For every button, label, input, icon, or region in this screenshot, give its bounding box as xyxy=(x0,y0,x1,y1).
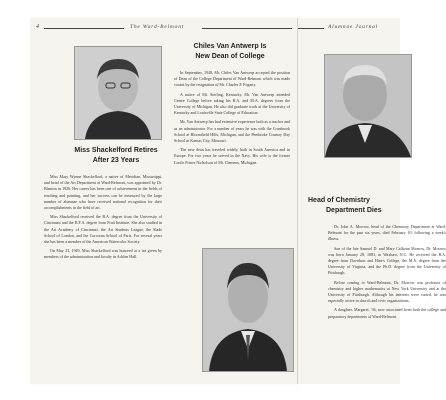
shackelford-paragraph: Miss Shackelford received the B.A. degree from the University of Cincinnati and the B.F.A. degree from Pratt Institute. She also studied in the Art Academy of Cincinnati, the Art Students League, the Slade School of London, and the Corcoran School of Paris. For several years she has been a member of the American Watercolor Society. xyxy=(44,214,162,245)
van-antwerp-paragraph: The new dean has traveled widely, both in South America and in Europe. For two years he served in the Navy. His wife is the former Lucile Prince Nicholson of Mt. Clemens, Michigan. xyxy=(174,147,290,165)
running-head-left: The Ward-Belmont xyxy=(130,24,185,30)
left-page xyxy=(30,18,298,384)
morrow-paragraph: A daughter, Margaret, '36, now associated from both the college and preparatory departments of Ward-Belmont. xyxy=(328,307,446,319)
portrait-man-icon xyxy=(325,55,411,157)
morrow-headline-line1: Head of Chemistry xyxy=(308,197,370,204)
shackelford-photo xyxy=(74,46,162,140)
shackelford-headline xyxy=(46,146,186,166)
header-rule-right-page xyxy=(298,28,324,29)
morrow-paragraph: Dr. John A. Morrow, head of the Chemistry Department at Ward-Belmont for the past six years, died February 10, following a week's illness. xyxy=(328,224,446,242)
morrow-headline-line2: Department Dies xyxy=(326,207,382,214)
header-rule-right xyxy=(202,28,292,29)
van-antwerp-article xyxy=(174,70,290,169)
van-antwerp-headline-line1: Chiles Van Antwerp Is xyxy=(193,43,267,50)
van-antwerp-headline-line2: New Dean of College xyxy=(195,53,265,60)
morrow-article xyxy=(328,224,446,323)
right-page xyxy=(298,18,446,384)
van-antwerp-paragraph: A native of Mt. Sterling, Kentucky, Mr. Van Antwerp attended Centre College before taking his B.A. and M.A. degrees from the University of Michigan. He also did graduate work at the University of Kentucky and Louisville State College of Education. xyxy=(174,91,290,116)
shackelford-paragraph: Miss Mary Wynne Shackelford, a native of Meridian, Mississippi, and head of the Art Department at Ward-Belmont, was appointed by Dr. Blanton in 1926. Her career has been one of achievement in the fields of teaching and painting, and her success can be measured by the large number of alumnae who have received national recognition for their accomplishments in the field of art. xyxy=(44,174,162,211)
portrait-woman-icon xyxy=(75,47,161,139)
shackelford-headline-line1: Miss Shackelford Retires xyxy=(74,147,158,154)
shackelford-headline-line2: After 23 Years xyxy=(92,157,140,164)
van-antwerp-photo xyxy=(202,248,294,372)
van-antwerp-paragraph: Mr. Van Antwerp has had extensive experience both as a teacher and as an administrator. For a number of years he was with the Cranbrook School at Bloomfield Hills, Michigan, and the Pembroke Country Day School in Kansas City, Missouri. xyxy=(174,119,290,144)
morrow-photo xyxy=(324,54,412,158)
page-number: 4 xyxy=(36,24,40,30)
morrow-headline xyxy=(308,196,408,216)
van-antwerp-headline xyxy=(170,42,290,62)
shackelford-paragraph: On May 23, 1949, Miss Shackelford was honored at a tea given by members of the administration and faculty in Acklen Hall. xyxy=(44,248,162,260)
van-antwerp-paragraph: In September, 1948, Mr. Chiles Van Antwerp accepted the position of Dean of the College Department of Ward-Belmont which was made vacant by the resignation of Mr. Charles P. Fogarty. xyxy=(174,70,290,88)
morrow-paragraph: Son of the late Samuel D. and Mary Calhoun Morrow, Dr. Morrow was born January 28, 1883, in Waxhaw, N.C. He received the B.A. degree from Davidson and Hine's College, the M.A. degree from the University of Virginia, and the Ph.D. degree from the University of Pittsburgh. xyxy=(328,245,446,276)
running-head-right: Alumnae Journal xyxy=(328,24,379,30)
header-rule-left xyxy=(44,28,124,29)
shackelford-article xyxy=(44,174,162,264)
portrait-man-icon xyxy=(203,249,293,371)
morrow-paragraph: Before coming to Ward-Belmont, Dr. Morrow was professor of chemistry and higher mathematics at New York University and at the University of Pittsburgh. Although his interests were varied, he was especially active in church and civic organizations. xyxy=(328,279,446,304)
